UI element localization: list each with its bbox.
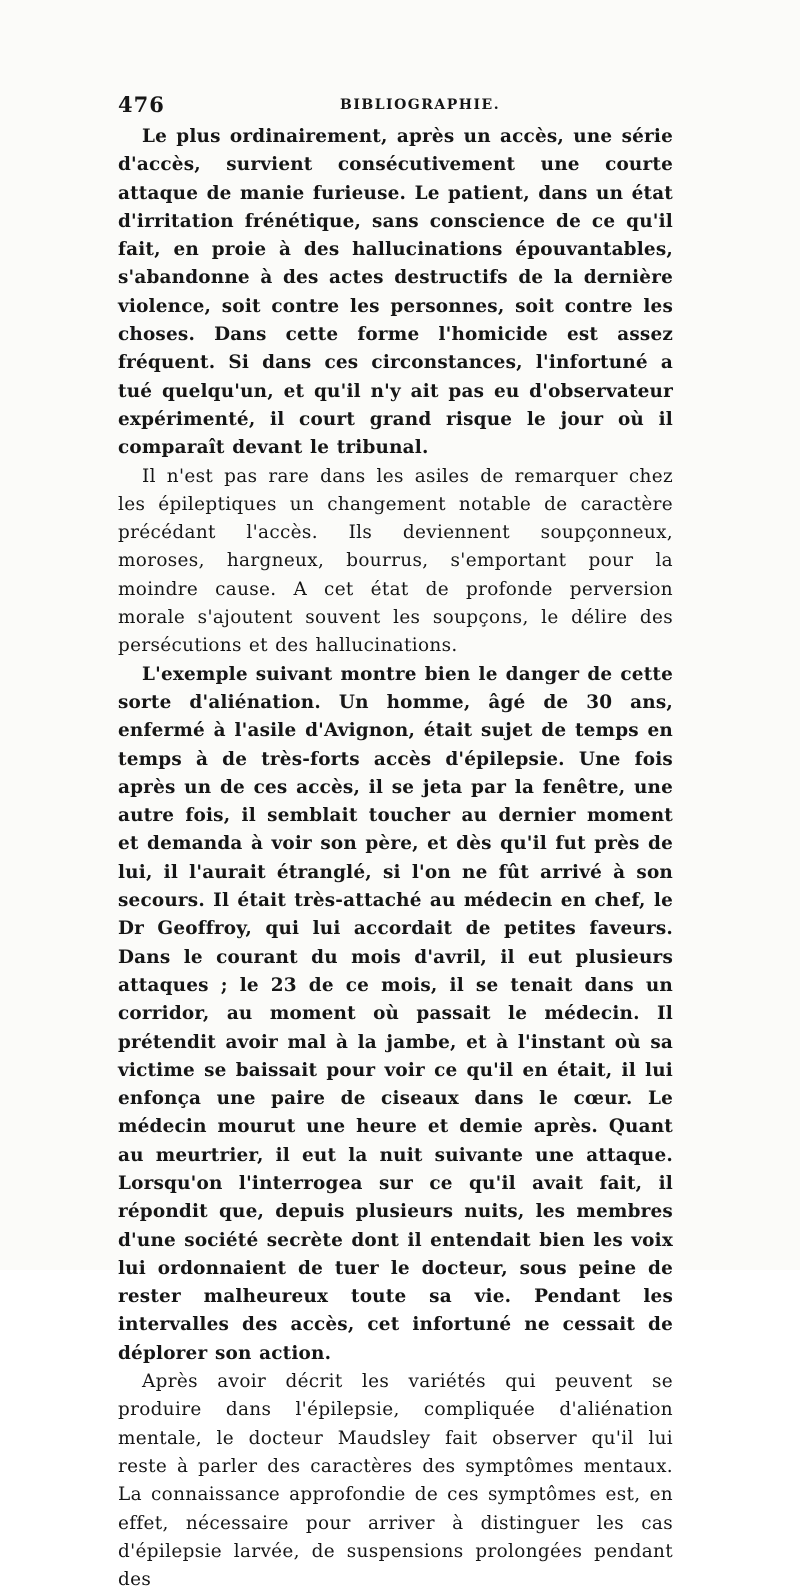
body-text bbox=[118, 123, 673, 1594]
running-title: BIBLIOGRAPHIE. bbox=[340, 97, 501, 113]
paragraph: Il n'est pas rare dans les asiles de remarquer chez les épileptiques un changement notable de caractère précédant l'accès. Ils deviennent soupçonneux, moroses, hargneux, bourrus, s'emportant pour la moindre cause. A cet état de profonde perversion morale s'ajoutent souvent les soupçons, le délire des persécutions et des hallucinations. bbox=[118, 465, 673, 657]
page-header bbox=[118, 92, 673, 118]
paragraph: Le plus ordinairement, après un accès, une série d'accès, survient consécutivement une courte attaque de manie furieuse. Le patient, dans un état d'irritation frénétique, sans conscience de ce qu'il fait, en proie à des hallucinations épouvantables, s'abandonne à des actes destructifs de la dernière violence, soit contre les personnes, soit contre les choses. Dans cette forme l'homicide est assez fréquent. Si dans ces circonstances, l'infortuné a tué quelqu'un, et qu'il n'y ait pas eu d'observateur expérimenté, il court grand risque le jour où il comparaît devant le tribunal. bbox=[118, 126, 673, 459]
page-number: 476 bbox=[118, 92, 165, 117]
paragraph: Après avoir décrit les variétés qui peuvent se produire dans l'épilepsie, compliquée d'aliénation mentale, le docteur Maudsley fait observer qu'il lui reste à parler des caractères des symptômes mentaux. La connaissance approfondie de ces symptômes est, en effet, nécessaire pour arriver à distinguer les cas d'épilepsie larvée, de suspensions prolongées pendant des bbox=[118, 1371, 673, 1591]
paragraph: L'exemple suivant montre bien le danger de cette sorte d'aliénation. Un homme, âgé de 30 ans, enfermé à l'asile d'Avignon, était sujet de temps en temps à de très-forts accès d'épilepsie. Une fois après un de ces accès, il se jeta par la fenêtre, une autre fois, il semblait toucher au dernier moment et demanda à voir son père, et dès qu'il fut près de lui, il l'aurait étranglé, si l'on ne fût arrivé à son secours. Il était très-attaché au médecin en chef, le Dr Geoffroy, qui lui accordait de petites faveurs. Dans le courant du mois d'avril, il eut plusieurs attaques ; le 23 de ce mois, il se tenait dans un corridor, au moment où passait le médecin. Il prétendit avoir mal à la jambe, et à l'instant où sa victime se baissait pour voir ce qu'il en était, il lui enfonça une paire de ciseaux dans le cœur. Le médecin mourut une heure et demie après. Quant au meurtrier, il eut la nuit suivante une attaque. Lorsqu'on l'interrogea sur ce qu'il avait fait, il répondit que, depuis plusieurs nuits, les membres d'une société secrète dont il entendait bien les voix lui ordonnaient de tuer le docteur, sous peine de rester malheureux toute sa vie. Pendant les intervalles des accès, cet infortuné ne cessait de déplorer son action. bbox=[118, 663, 673, 1364]
